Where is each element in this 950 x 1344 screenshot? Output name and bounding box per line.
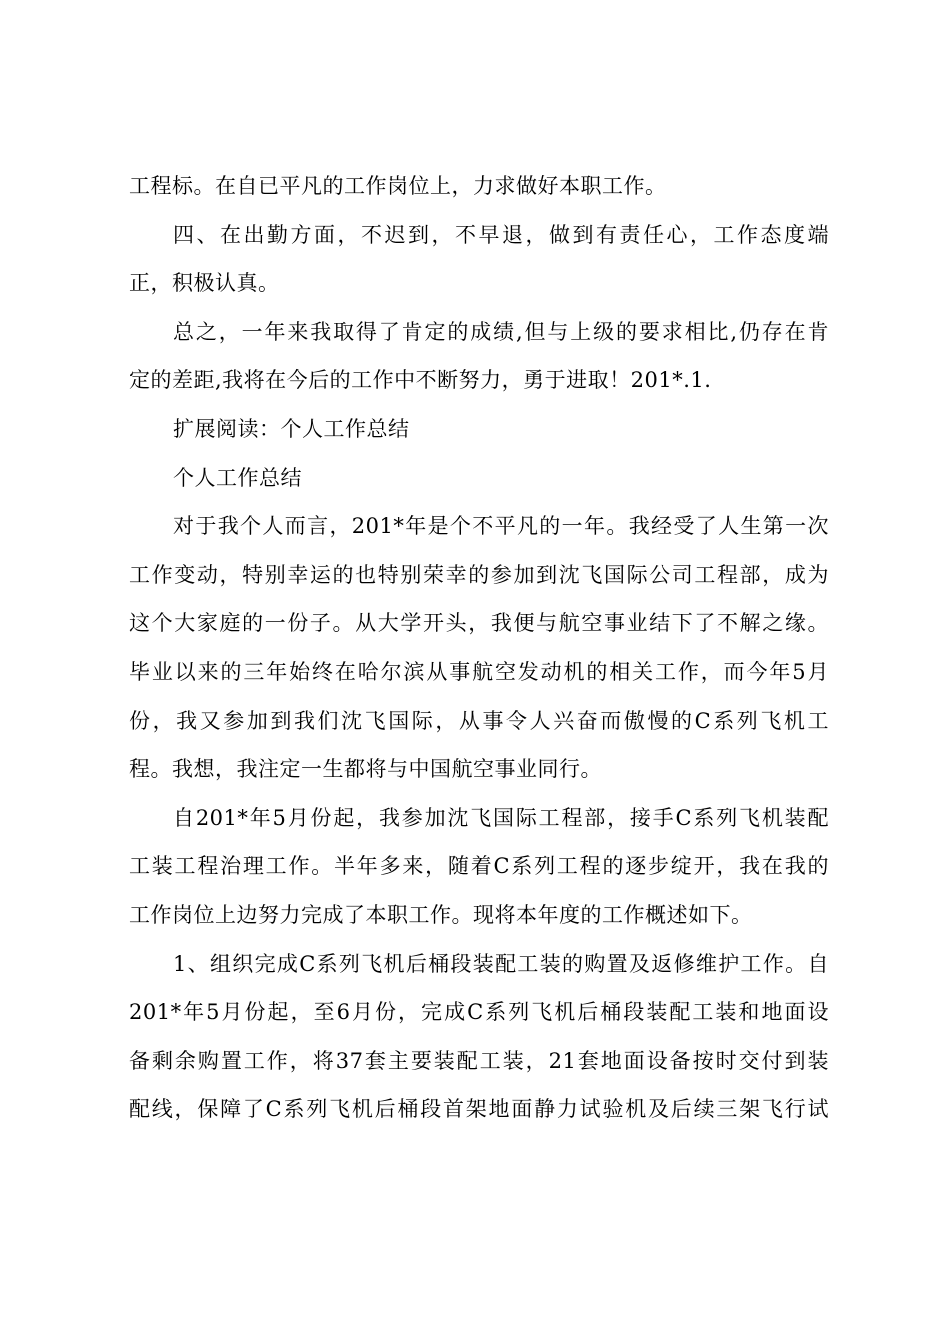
- text-line-2: 四、在出勤方面，不迟到，不早退，做到有责任心，工作态度端: [173, 222, 829, 247]
- text-line-3: 正，积极认真。: [129, 271, 280, 296]
- text-line-4: 总之，一年来我取得了肯定的成绩,但与上级的要求相比,仍存在肯: [173, 319, 829, 344]
- text-line-13: 程。我想，我注定一生都将与中国航空事业同行。: [129, 757, 602, 782]
- text-line-19: 备剩余购置工作，将37套主要装配工装，21套地面设备按时交付到装: [129, 1048, 829, 1073]
- text-line-7: 个人工作总结: [173, 465, 302, 490]
- document-body: [129, 162, 829, 1134]
- text-line-12: 份，我又参加到我们沈飞国际，从事令人兴奋而傲慢的C系列飞机工: [129, 708, 829, 733]
- text-line-10: 这个大家庭的一份子。从大学开头，我便与航空事业结下了不解之缘。: [129, 611, 829, 636]
- text-line-9: 工作变动，特别幸运的也特别荣幸的参加到沈飞国际公司工程部，成为: [129, 562, 829, 587]
- text-line-15: 工装工程治理工作。半年多来，随着C系列工程的逐步绽开，我在我的: [129, 854, 829, 879]
- text-line-5: 定的差距,我将在今后的工作中不断努力，勇于进取！201*.1.: [129, 368, 712, 393]
- text-line-20: 配线，保障了C系列飞机后桶段首架地面静力试验机及后续三架飞行试: [129, 1097, 829, 1122]
- text-line-8: 对于我个人而言，201*年是个不平凡的一年。我经受了人生第一次: [173, 514, 829, 539]
- text-line-1: 工程标。在自已平凡的工作岗位上，力求做好本职工作。: [129, 174, 667, 198]
- text-line-18: 201*年5月份起，至6月份，完成C系列飞机后桶段装配工装和地面设: [129, 1000, 829, 1025]
- text-line-16: 工作岗位上边努力完成了本职工作。现将本年度的工作概述如下。: [129, 902, 753, 927]
- text-line-14: 自201*年5月份起，我参加沈飞国际工程部，接手C系列飞机装配: [173, 805, 829, 830]
- text-line-11: 毕业以来的三年始终在哈尔滨从事航空发动机的相关工作，而今年5月: [129, 659, 829, 684]
- text-line-6: 扩展阅读：个人工作总结: [173, 416, 410, 441]
- text-line-17: 1、组织完成C系列飞机后桶段装配工装的购置及返修维护工作。自: [173, 951, 829, 976]
